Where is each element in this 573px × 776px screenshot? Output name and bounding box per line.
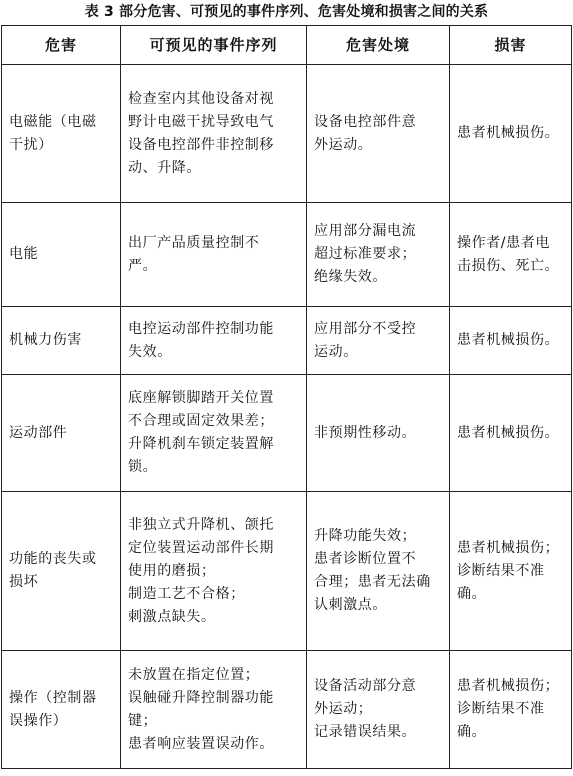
- cell-text-line: 电控运动部件控制功能: [128, 320, 274, 337]
- table-header-row: [2, 26, 572, 65]
- cell-text-line: 操作者/患者电: [457, 234, 550, 251]
- cell-event-sequence: [121, 375, 307, 492]
- cell-text-line: 制造工艺不合格；: [128, 585, 245, 602]
- cell-text-line: 失效。: [128, 343, 172, 360]
- cell-hazard-situation: [307, 307, 450, 375]
- cell-text-line: 刺激点缺失。: [128, 608, 216, 625]
- cell-text-line: 击损伤、死亡。: [457, 257, 560, 274]
- cell-text-line: 升降功能失效；: [314, 528, 417, 544]
- cell-text-line: 不合理或固定效果差；: [128, 413, 274, 429]
- cell-harm: [450, 203, 572, 307]
- cell-text-line: 设备活动部分意: [314, 678, 417, 694]
- cell-text-line: 患者机械损伤。: [457, 424, 560, 441]
- table-row: [2, 307, 572, 375]
- cell-text-line: 未放置在指定位置；: [128, 666, 260, 683]
- cell-text-line: 严。: [128, 257, 158, 274]
- cell-text-line: 非独立式升降机、颌托: [128, 516, 274, 533]
- cell-text-line: 外运动。: [314, 136, 373, 153]
- cell-text-line: 诊断结果不准: [457, 701, 545, 717]
- cell-text-line: 设备电控部件非控制移: [128, 136, 274, 153]
- header-hazard: 危害: [2, 26, 121, 65]
- cell-text-line: 操作（控制器: [9, 689, 97, 706]
- cell-text-line: 升降机刹车锁定装置解: [128, 436, 274, 452]
- table-row: [2, 375, 572, 492]
- cell-hazard: [2, 307, 121, 375]
- cell-hazard: [2, 375, 121, 492]
- cell-text-line: 患者响应装置误动作。: [128, 735, 274, 752]
- cell-text-line: 超过标准要求；: [314, 246, 417, 262]
- cell-text-line: 机械力伤害: [9, 332, 82, 348]
- cell-text-line: 记录错误结果。: [314, 724, 417, 740]
- cell-harm: [450, 651, 572, 769]
- cell-text-line: 锁。: [128, 459, 158, 475]
- cell-text-line: 功能的丧失或: [9, 551, 97, 567]
- cell-text-line: 干扰）: [9, 136, 53, 153]
- cell-event-sequence: [121, 65, 307, 203]
- header-hazard-situation: 危害处境: [307, 26, 450, 65]
- cell-text-line: 误操作）: [9, 712, 68, 729]
- cell-text-line: 误触碰升降控制器功能: [128, 689, 274, 706]
- cell-event-sequence: [121, 307, 307, 375]
- cell-text-line: 底座解锁脚踏开关位置: [128, 390, 274, 406]
- cell-text-line: 运动部件: [9, 424, 68, 441]
- cell-text-line: 应用部分不受控: [314, 320, 417, 337]
- cell-text-line: 出厂产品质量控制不: [128, 234, 260, 251]
- cell-harm: [450, 307, 572, 375]
- table-row: [2, 65, 572, 203]
- cell-harm: [450, 492, 572, 651]
- cell-text-line: 确。: [457, 724, 487, 740]
- cell-event-sequence: [121, 203, 307, 307]
- cell-text-line: 键；: [128, 712, 158, 729]
- cell-harm: [450, 65, 572, 203]
- cell-hazard-situation: [307, 375, 450, 492]
- cell-text-line: 使用的磨损；: [128, 562, 216, 579]
- cell-hazard: [2, 651, 121, 769]
- table-caption: 表 3 部分危害、可预见的事件序列、危害处境和损害之间的关系: [84, 4, 489, 20]
- cell-hazard: [2, 203, 121, 307]
- cell-text-line: 运动。: [314, 343, 358, 360]
- cell-text-line: 设备电控部件意: [314, 113, 417, 130]
- cell-hazard: [2, 492, 121, 651]
- cell-text-line: 应用部分漏电流: [314, 223, 417, 239]
- cell-text-line: 诊断结果不准: [457, 562, 545, 579]
- cell-event-sequence: [121, 492, 307, 651]
- cell-text-line: 确。: [457, 585, 487, 602]
- header-harm: 损害: [450, 26, 572, 65]
- cell-text-line: 患者机械损伤。: [457, 125, 560, 141]
- cell-text-line: 患者机械损伤；: [457, 539, 560, 556]
- cell-text-line: 外运动；: [314, 701, 373, 717]
- cell-text-line: 患者机械损伤。: [457, 332, 560, 348]
- cell-harm: [450, 375, 572, 492]
- cell-text-line: 认刺激点。: [314, 597, 387, 613]
- cell-text-line: 绝缘失效。: [314, 269, 387, 285]
- cell-text-line: 损坏: [9, 574, 39, 590]
- cell-text-line: 非预期性移动。: [314, 424, 417, 441]
- cell-text-line: 定位装置运动部件长期: [128, 539, 274, 556]
- cell-hazard-situation: [307, 203, 450, 307]
- cell-text-line: 电能: [9, 246, 39, 262]
- cell-text-line: 电磁能（电磁: [9, 113, 97, 130]
- cell-text-line: 检查室内其他设备对视: [128, 90, 274, 107]
- cell-text-line: 合理；患者无法确: [314, 574, 431, 590]
- cell-hazard-situation: [307, 651, 450, 769]
- cell-text-line: 患者机械损伤；: [457, 678, 560, 694]
- cell-hazard: [2, 65, 121, 203]
- table-row: [2, 203, 572, 307]
- table-row: [2, 492, 572, 651]
- table-row: [2, 651, 572, 769]
- cell-text-line: 患者诊断位置不: [314, 551, 417, 567]
- cell-hazard-situation: [307, 492, 450, 651]
- cell-hazard-situation: [307, 65, 450, 203]
- hazard-relationship-table: [1, 25, 572, 769]
- header-event-sequence: 可预见的事件序列: [121, 26, 307, 65]
- cell-text-line: 动、升降。: [128, 159, 201, 176]
- cell-text-line: 野计电磁干扰导致电气: [128, 113, 274, 130]
- cell-event-sequence: [121, 651, 307, 769]
